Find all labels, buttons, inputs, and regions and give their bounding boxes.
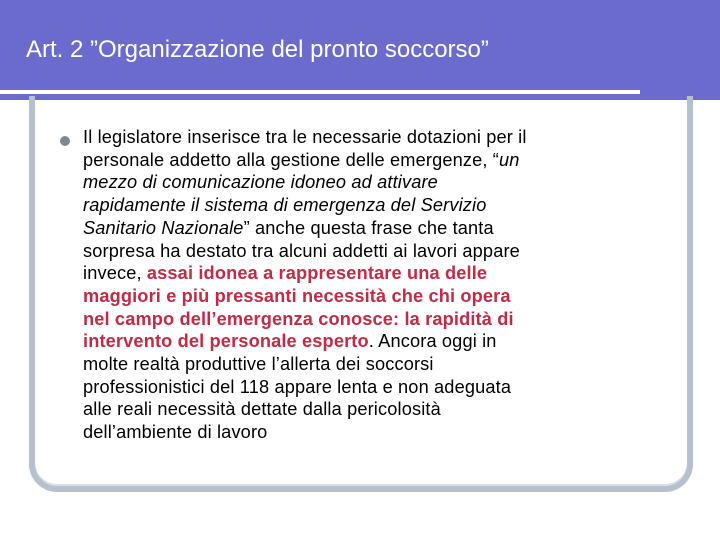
- text-line: [83, 194, 673, 217]
- highlighted-text: assai idonea a rappresentare una delle: [146, 263, 488, 284]
- body-text-run: sorpresa ha destato tra alcuni addetti ai lavori appare: [83, 240, 520, 261]
- quoted-italic-text: un: [498, 149, 520, 170]
- body-text-run: alle reali necessità dettate dalla pericolosità: [83, 399, 441, 420]
- header-divider: [0, 90, 640, 94]
- body-text-run: personale addetto alla gestione delle emergenze, “: [83, 149, 499, 170]
- highlighted-text: maggiori e più pressanti necessità che chi opera: [83, 285, 511, 306]
- body-text-run: professionistici del 118 appare lenta e non adeguata: [83, 376, 512, 397]
- body-text-run: ” anche questa frase che tanta: [243, 217, 494, 238]
- bullet-paragraph: [83, 126, 673, 444]
- body-text-run: . Ancora oggi in: [368, 331, 497, 352]
- text-line: [83, 330, 673, 353]
- text-line: [83, 171, 673, 194]
- text-line: [83, 149, 673, 172]
- highlighted-text: intervento del personale esperto: [83, 331, 369, 352]
- text-line: [83, 126, 673, 149]
- highlighted-text: nel campo dell’emergenza conosce: la rapidità di: [83, 308, 514, 329]
- text-line: [83, 308, 673, 331]
- body-text-run: dell’ambiente di lavoro: [83, 422, 268, 443]
- quoted-italic-text: Sanitario Nazionale: [83, 217, 244, 238]
- quoted-italic-text: rapidamente il sistema di emergenza del Servizio: [83, 195, 487, 216]
- text-line: [83, 240, 673, 263]
- text-line: [83, 421, 673, 444]
- quoted-italic-text: mezzo di comunicazione idoneo ad attivare: [83, 172, 438, 193]
- text-line: [83, 262, 673, 285]
- text-line: [83, 353, 673, 376]
- text-line: [83, 376, 673, 399]
- body-text-run: invece,: [83, 263, 147, 284]
- text-line: [83, 398, 673, 421]
- body-text-run: molte realtà produttive l’allerta dei soccorsi: [83, 354, 434, 375]
- slide-title: Art. 2 ”Organizzazione del pronto soccorso”: [26, 36, 489, 63]
- text-line: [83, 285, 673, 308]
- text-line: [83, 217, 673, 240]
- bullet-icon: [60, 136, 70, 146]
- body-text-run: Il legislatore inserisce tra le necessarie dotazioni per il: [83, 127, 527, 147]
